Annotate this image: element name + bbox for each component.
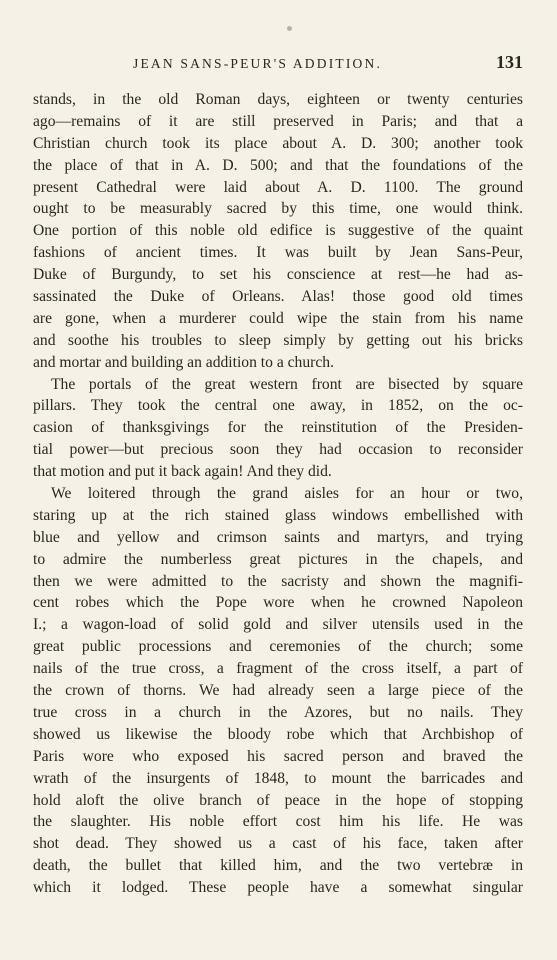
text-line: One portion of this noble old edifice is suggestive of the quaint xyxy=(33,222,523,240)
text-line: and soothe his troubles to sleep simply by getting out his bricks xyxy=(33,331,523,349)
text-line: fashions of ancient times. It was built by Jean Sans-Peur, xyxy=(33,244,523,262)
text-line: The portals of the great western front are bisected by square xyxy=(51,375,523,393)
text-line: tial power—but precious soon they had occasion to reconsider xyxy=(33,441,523,459)
text-line: showed us likewise the bloody robe which that Archbishop of xyxy=(33,725,523,743)
text-line: death, the bullet that killed him, and the two vertebræ in xyxy=(33,857,523,875)
text-line: staring up at the rich stained glass windows embellished with xyxy=(33,506,523,524)
text-line: stands, in the old Roman days, eighteen or twenty centuries xyxy=(33,91,523,108)
text-line: then we were admitted to the sacristy and shown the magnifi- xyxy=(33,572,523,590)
text-line: and mortar and building an addition to a church. xyxy=(33,353,334,371)
text-line: the place of that in A. D. 500; and that the foundations of the xyxy=(33,156,523,174)
text-line: hold aloft the olive branch of peace in the hope of stopping xyxy=(33,791,523,809)
text-line: wrath of the insurgents of 1848, to mount the barricades and xyxy=(33,769,523,787)
text-line: shot dead. They showed us a cast of his face, taken after xyxy=(33,835,523,853)
text-line: Duke of Burgundy, to set his conscience at rest—he had as- xyxy=(33,266,523,284)
text-line: Paris wore who exposed his sacred person and braved the xyxy=(33,747,523,765)
text-line: sassinated the Duke of Orleans. Alas! those good old times xyxy=(33,288,523,306)
text-line: are gone, when a murderer could wipe the stain from his name xyxy=(33,309,523,327)
text-line: casion of thanksgivings for the reinstitution of the Presiden- xyxy=(33,419,523,437)
text-line: We loitered through the grand aisles for an hour or two, xyxy=(51,485,523,503)
text-line: great public processions and ceremonies of the church; some xyxy=(33,638,523,656)
page-number: 131 xyxy=(496,52,523,72)
text-line: Christian church took its place about A. D. 300; another took xyxy=(33,134,523,152)
text-line: to admire the numberless great pictures in the chapels, and xyxy=(33,550,523,568)
text-line: the crown of thorns. We had already seen a large piece of the xyxy=(33,682,523,700)
text-line: cent robes which the Pope wore when he crowned Napoleon xyxy=(33,594,523,612)
text-line: that motion and put it back again! And they did. xyxy=(33,463,332,481)
text-line: which it lodged. These people have a somewhat singular xyxy=(33,879,523,897)
text-line: present Cathedral were laid about A. D. 1100. The ground xyxy=(33,178,523,196)
text-line: true cross in a church in the Azores, but no nails. They xyxy=(33,703,523,721)
text-line: pillars. They took the central one away, in 1852, on the oc- xyxy=(33,397,523,415)
text-line: I.; a wagon-load of solid gold and silver utensils used in the xyxy=(33,616,523,634)
running-head: JEAN SANS-PEUR'S ADDITION. xyxy=(133,56,383,71)
printer-mark-dot xyxy=(287,26,292,31)
text-line: ago—remains of it are still preserved in Paris; and that a xyxy=(33,112,523,130)
text-line: blue and yellow and crimson saints and martyrs, and trying xyxy=(33,528,523,546)
text-line: the slaughter. His noble effort cost him his life. He was xyxy=(33,813,523,831)
page-header xyxy=(33,52,523,76)
text-line: ought to be measurably sacred by this time, one would think. xyxy=(33,200,523,218)
body-text xyxy=(33,89,523,899)
text-line: nails of the true cross, a fragment of the cross itself, a part of xyxy=(33,660,523,678)
